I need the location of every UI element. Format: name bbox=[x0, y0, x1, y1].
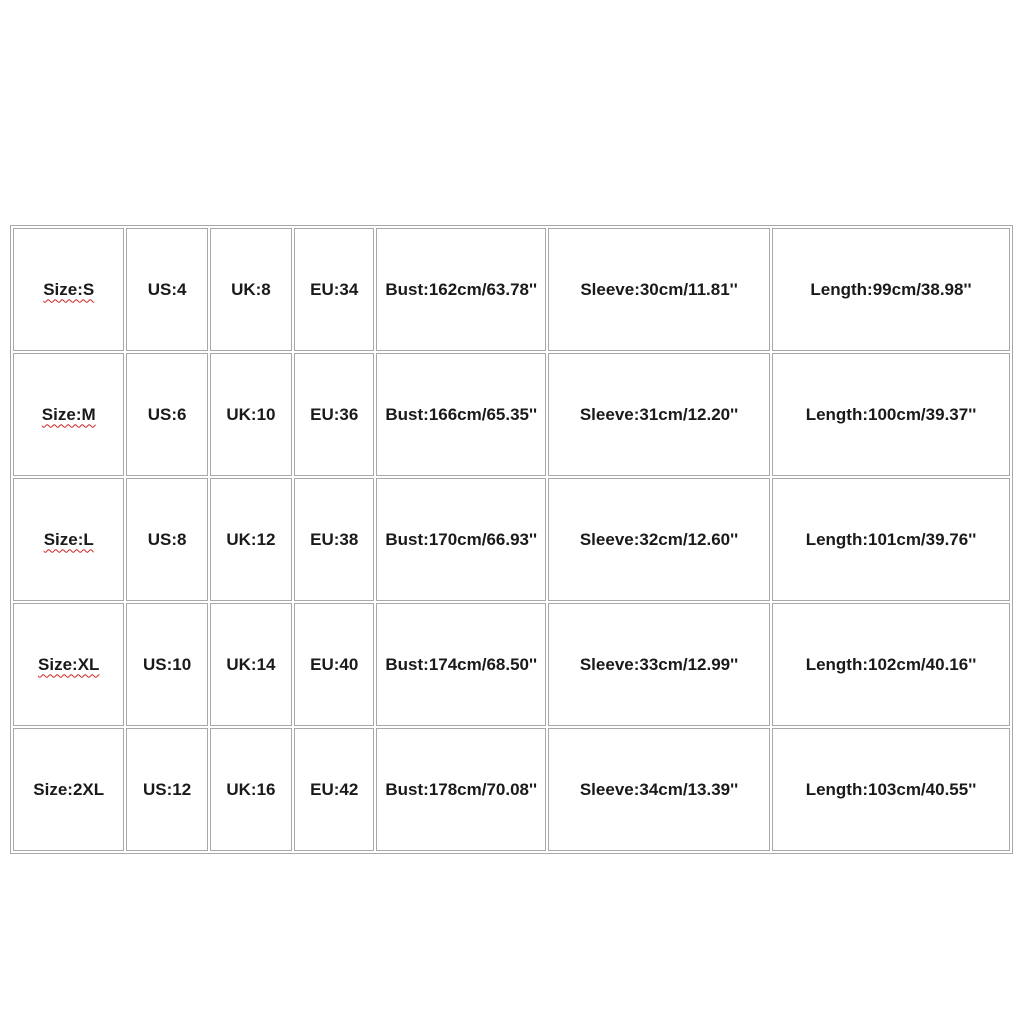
length-cell: Length:99cm/38.98'' bbox=[772, 228, 1010, 351]
uk-size-cell: UK:10 bbox=[210, 353, 292, 476]
table-row bbox=[13, 228, 1010, 351]
sleeve-cell: Sleeve:32cm/12.60'' bbox=[548, 478, 770, 601]
eu-size-cell: EU:36 bbox=[294, 353, 374, 476]
table-row bbox=[13, 353, 1010, 476]
size-cell bbox=[13, 603, 124, 726]
length-cell: Length:101cm/39.76'' bbox=[772, 478, 1010, 601]
size-label: Size:L bbox=[43, 529, 94, 549]
us-size-cell: US:10 bbox=[126, 603, 207, 726]
size-cell bbox=[13, 728, 124, 851]
us-size-cell: US:12 bbox=[126, 728, 207, 851]
length-cell: Length:102cm/40.16'' bbox=[772, 603, 1010, 726]
us-size-cell: US:4 bbox=[126, 228, 207, 351]
bust-cell: Bust:170cm/66.93'' bbox=[376, 478, 546, 601]
length-cell: Length:100cm/39.37'' bbox=[772, 353, 1010, 476]
size-cell bbox=[13, 478, 124, 601]
size-chart-table bbox=[10, 225, 1013, 854]
us-size-cell: US:6 bbox=[126, 353, 207, 476]
table-row bbox=[13, 728, 1010, 851]
size-cell bbox=[13, 228, 124, 351]
table-row bbox=[13, 478, 1010, 601]
length-cell: Length:103cm/40.55'' bbox=[772, 728, 1010, 851]
sleeve-cell: Sleeve:34cm/13.39'' bbox=[548, 728, 770, 851]
size-label: Size:M bbox=[41, 404, 96, 424]
table-row bbox=[13, 603, 1010, 726]
eu-size-cell: EU:38 bbox=[294, 478, 374, 601]
eu-size-cell: EU:40 bbox=[294, 603, 374, 726]
size-chart-body bbox=[13, 228, 1010, 851]
sleeve-cell: Sleeve:30cm/11.81'' bbox=[548, 228, 770, 351]
eu-size-cell: EU:42 bbox=[294, 728, 374, 851]
bust-cell: Bust:174cm/68.50'' bbox=[376, 603, 546, 726]
bust-cell: Bust:162cm/63.78'' bbox=[376, 228, 546, 351]
bust-cell: Bust:166cm/65.35'' bbox=[376, 353, 546, 476]
uk-size-cell: UK:16 bbox=[210, 728, 292, 851]
size-label: Size:S bbox=[43, 279, 95, 299]
sleeve-cell: Sleeve:31cm/12.20'' bbox=[548, 353, 770, 476]
uk-size-cell: UK:12 bbox=[210, 478, 292, 601]
uk-size-cell: UK:14 bbox=[210, 603, 292, 726]
sleeve-cell: Sleeve:33cm/12.99'' bbox=[548, 603, 770, 726]
size-label: Size:2XL bbox=[33, 779, 105, 799]
size-label: Size:XL bbox=[38, 654, 100, 674]
size-cell bbox=[13, 353, 124, 476]
eu-size-cell: EU:34 bbox=[294, 228, 374, 351]
bust-cell: Bust:178cm/70.08'' bbox=[376, 728, 546, 851]
us-size-cell: US:8 bbox=[126, 478, 207, 601]
uk-size-cell: UK:8 bbox=[210, 228, 292, 351]
